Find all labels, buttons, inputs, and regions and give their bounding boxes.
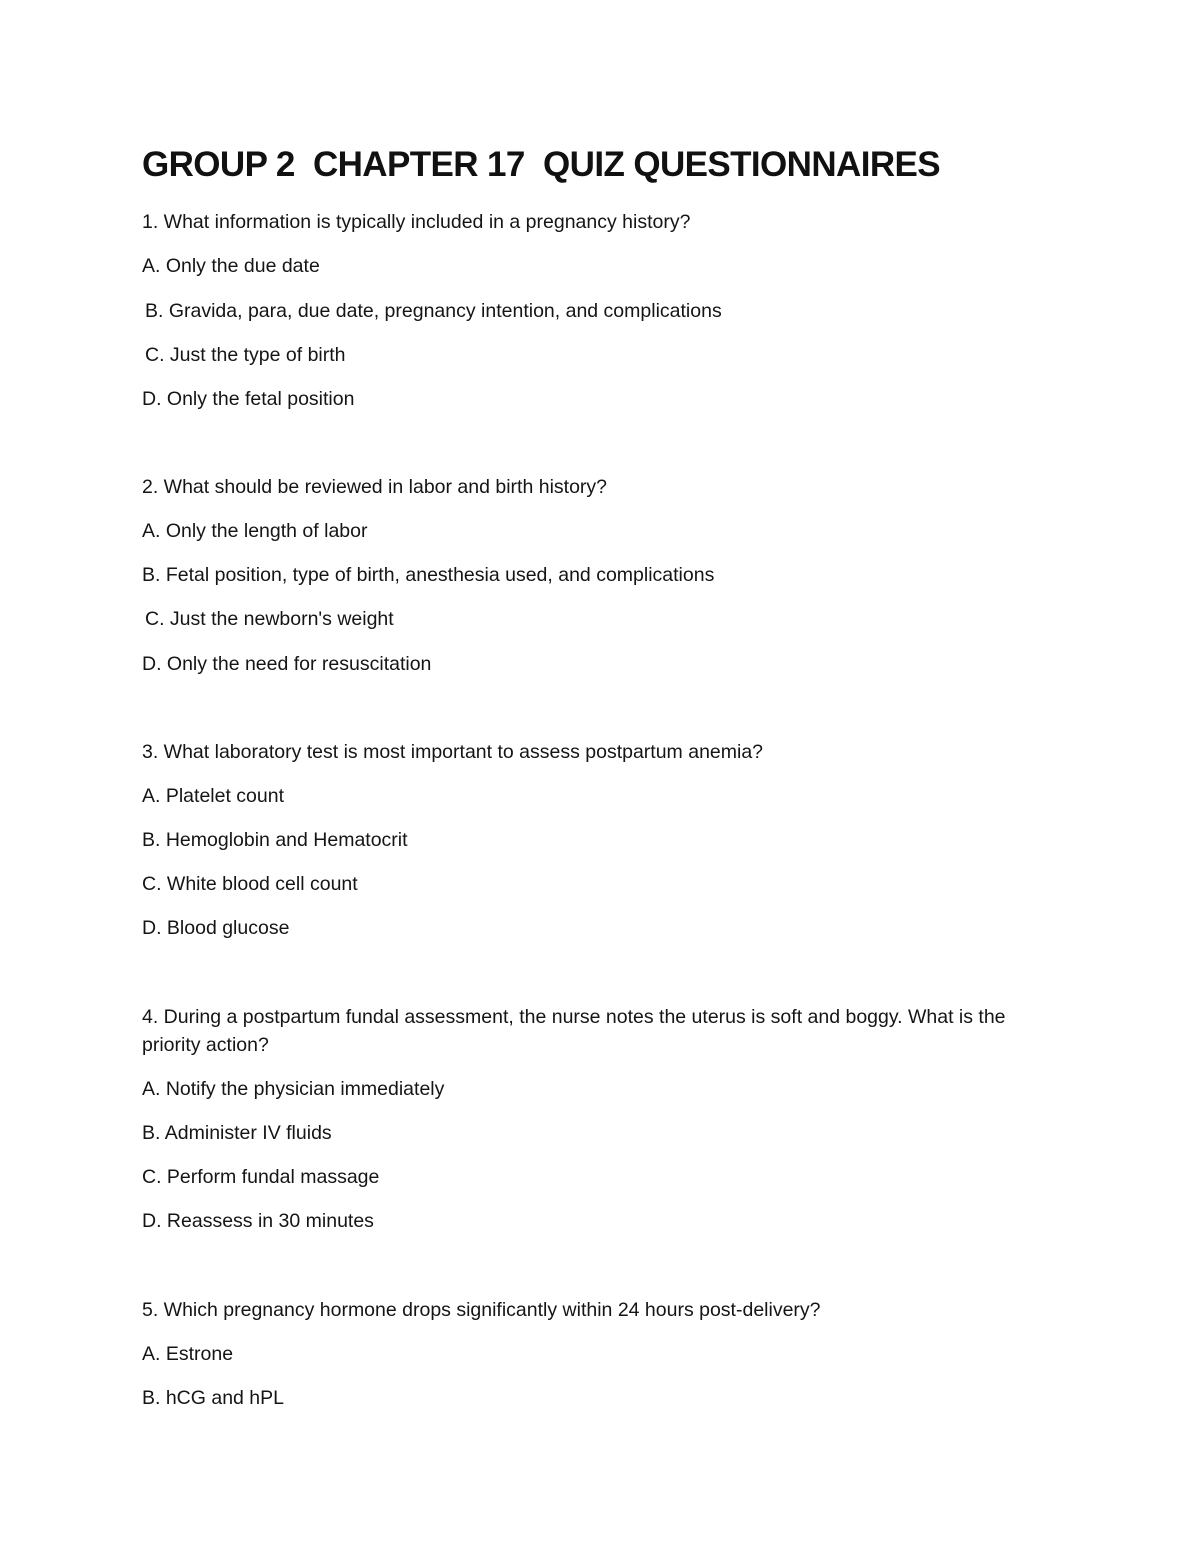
question-5-text: 5. Which pregnancy hormone drops significantly within 24 hours post-delivery? <box>142 1299 821 1321</box>
question-1-option-d: D. Only the fetal position <box>142 388 355 410</box>
question-2-text: 2. What should be reviewed in labor and birth history? <box>142 476 608 498</box>
question-4-option-c: C. Perform fundal massage <box>142 1166 380 1188</box>
question-2-option-b: B. Fetal position, type of birth, anesthesia used, and complications <box>142 564 715 586</box>
question-4-option-a: A. Notify the physician immediately <box>142 1078 445 1100</box>
question-5-option-a: A. Estrone <box>142 1343 234 1365</box>
question-5-option-b: B. hCG and hPL <box>142 1387 285 1409</box>
question-1-option-b: B. Gravida, para, due date, pregnancy intention, and complications <box>145 300 722 322</box>
question-2-option-c: C. Just the newborn's weight <box>145 608 394 630</box>
question-4-option-d: D. Reassess in 30 minutes <box>142 1210 374 1232</box>
question-3-option-a: A. Platelet count <box>142 785 285 807</box>
question-4-text: 4. During a postpartum fundal assessment, the nurse notes the uterus is soft and boggy. What is the priority action? <box>142 1006 1006 1056</box>
question-3-option-b: B. Hemoglobin and Hematocrit <box>142 829 408 851</box>
question-1-text: 1. What information is typically included in a pregnancy history? <box>142 211 691 233</box>
question-3-option-d: D. Blood glucose <box>142 917 290 939</box>
page-title: GROUP 2 CHAPTER 17 QUIZ QUESTIONNAIRES <box>142 145 940 184</box>
question-4-option-b: B. Administer IV fluids <box>142 1122 332 1144</box>
question-1-option-c: C. Just the type of birth <box>145 344 346 366</box>
question-2-option-a: A. Only the length of labor <box>142 520 368 542</box>
question-2-option-d: D. Only the need for resuscitation <box>142 653 432 675</box>
question-3-text: 3. What laboratory test is most important to assess postpartum anemia? <box>142 741 764 763</box>
question-1-option-a: A. Only the due date <box>142 255 320 277</box>
question-3-option-c: C. White blood cell count <box>142 873 358 895</box>
